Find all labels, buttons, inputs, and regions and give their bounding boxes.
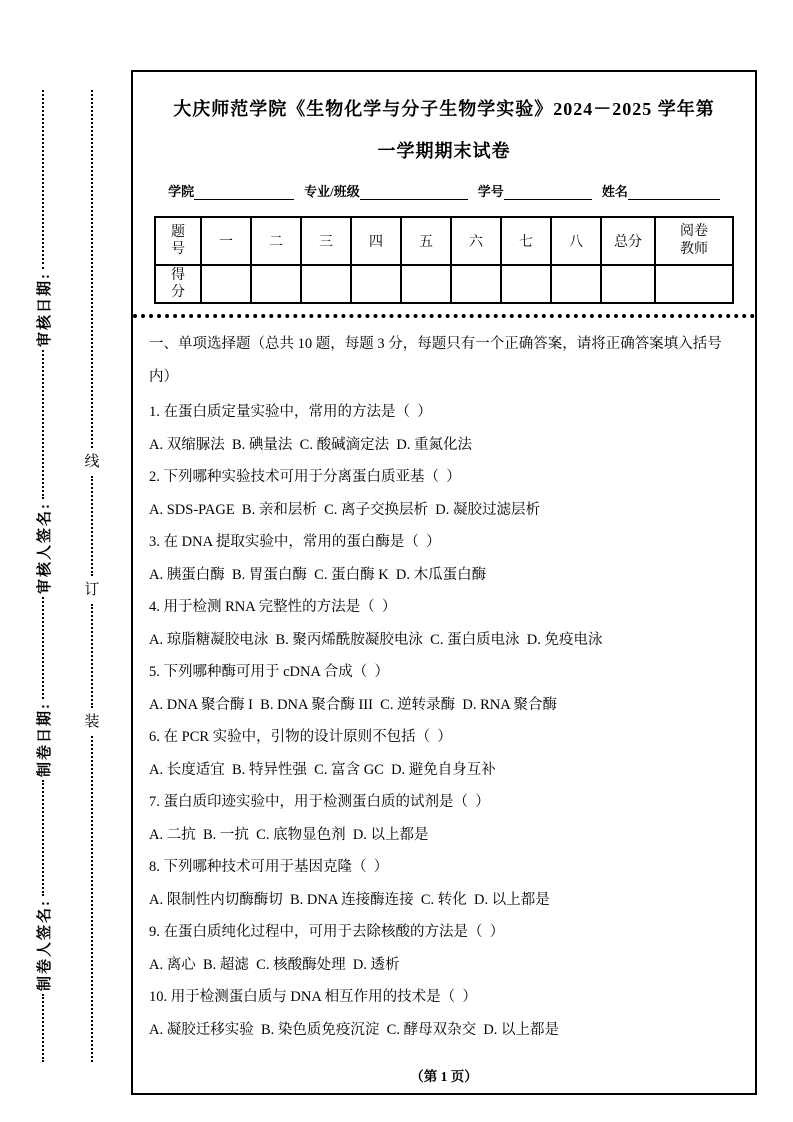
score-cell-7: 七: [501, 217, 551, 265]
question-4-options: A. 琼脂糖凝胶电泳 B. 聚丙烯酰胺凝胶电泳 C. 蛋白质电泳 D. 免疫电泳: [149, 631, 603, 648]
question-2-text: 2. 下列哪种实验技术可用于分离蛋白质亚基（ ）: [149, 469, 461, 485]
major-class-blank: [360, 183, 468, 200]
score-entry-cell: [501, 265, 551, 303]
question-5-text: 5. 下列哪种酶可用于 cDNA 合成（ ）: [149, 664, 390, 680]
name-blank: [628, 183, 720, 200]
major-class-label: 专业/班级: [304, 184, 360, 199]
student-info-line: [149, 178, 739, 200]
score-cell-8: 八: [551, 217, 601, 265]
score-row-label-cell: 得分: [155, 265, 201, 303]
section-heading: 一、单项选择题（总共 10 题，每题 3 分，每题只有一个正确答案，请将正确答案填入括号内）: [149, 336, 722, 385]
question-1-text: 1. 在蛋白质定量实验中，常用的方法是（ ）: [149, 404, 432, 420]
question-2-options: A. SDS-PAGE B. 亲和层析 C. 离子交换层析 D. 凝胶过滤层析: [149, 501, 540, 518]
score-cell-1: 一: [201, 217, 251, 265]
dotted-leader: [91, 604, 93, 708]
exam-title-line1: 大庆师范学院《生物化学与分子生物学实验》2024－2025 学年第: [173, 99, 715, 119]
student-id-label: 学号: [477, 184, 504, 199]
score-entry-cell: [401, 265, 451, 303]
question-3-text: 3. 在 DNA 提取实验中，常用的蛋白酶是（ ）: [149, 534, 441, 550]
dotted-leader: [42, 994, 44, 1062]
score-cell-5: 五: [401, 217, 451, 265]
grader-header-cell: 阅卷教师: [655, 217, 733, 265]
total-score-header-cell: 总分: [601, 217, 655, 265]
dotted-leader: [91, 90, 93, 448]
review-date-label: 审核日期:: [36, 272, 53, 347]
score-table-score-row: [155, 265, 733, 303]
binding-char-zhuang: 装: [84, 714, 100, 730]
question-8-options: A. 限制性内切酶酶切 B. DNA 连接酶连接 C. 转化 D. 以上都是: [149, 891, 550, 908]
score-table: [154, 216, 734, 304]
question-8-text: 8. 下列哪种技术可用于基因克隆（ ）: [149, 859, 389, 875]
score-entry-cell: [655, 265, 733, 303]
score-entry-cell: [601, 265, 655, 303]
reviewer-signature-label: 审核人签名:: [36, 502, 53, 594]
question-7-text: 7. 蛋白质印迹实验中，用于检测蛋白质的试剂是（ ）: [149, 794, 490, 810]
score-cell-6: 六: [451, 217, 501, 265]
dotted-leader: [42, 90, 44, 269]
score-table-header-row: [155, 217, 733, 265]
make-date-label: 制卷日期:: [36, 702, 53, 777]
dotted-leader: [91, 736, 93, 1062]
question-number-header-cell: 题号: [155, 217, 201, 265]
college-blank: [194, 183, 294, 200]
question-6-text: 6. 在 PCR 实验中，引物的设计原则不包括（ ）: [149, 729, 452, 745]
student-id-blank: [504, 183, 592, 200]
binding-line-strip: [80, 90, 104, 1062]
college-label: 学院: [168, 184, 195, 199]
question-list: [149, 396, 739, 1046]
binding-char-ding: 订: [84, 582, 100, 598]
exam-paper: [131, 70, 757, 1095]
dotted-leader: [42, 350, 44, 499]
margin-signature-strip: [22, 90, 64, 1062]
dotted-leader: [42, 597, 44, 699]
score-entry-cell: [351, 265, 401, 303]
name-label: 姓名: [601, 184, 628, 199]
question-6-options: A. 长度适宜 B. 特异性强 C. 富含 GC D. 避免自身互补: [149, 761, 496, 778]
dotted-leader: [42, 780, 44, 896]
question-10-options: A. 凝胶迁移实验 B. 染色质免疫沉淀 C. 酵母双杂交 D. 以上都是: [149, 1021, 560, 1038]
dotted-leader: [91, 476, 93, 576]
score-cell-3: 三: [301, 217, 351, 265]
score-entry-cell: [301, 265, 351, 303]
score-cell-4: 四: [351, 217, 401, 265]
question-5-options: A. DNA 聚合酶 I B. DNA 聚合酶 III C. 逆转录酶 D. RNA 聚合酶: [149, 696, 558, 713]
maker-signature-label: 制卷人签名:: [36, 899, 53, 991]
question-9-options: A. 离心 B. 超滤 C. 核酸酶处理 D. 透析: [149, 956, 400, 973]
score-cell-2: 二: [251, 217, 301, 265]
score-entry-cell: [451, 265, 501, 303]
exam-title-line2: 一学期期末试卷: [377, 141, 511, 161]
question-7-options: A. 二抗 B. 一抗 C. 底物显色剂 D. 以上都是: [149, 826, 429, 843]
question-4-text: 4. 用于检测 RNA 完整性的方法是（ ）: [149, 599, 397, 615]
question-1-options: A. 双缩脲法 B. 碘量法 C. 酸碱滴定法 D. 重氮化法: [149, 436, 473, 453]
question-3-options: A. 胰蛋白酶 B. 胃蛋白酶 C. 蛋白酶 K D. 木瓜蛋白酶: [149, 566, 487, 583]
question-10-text: 10. 用于检测蛋白质与 DNA 相互作用的技术是（ ）: [149, 989, 477, 1005]
score-entry-cell: [201, 265, 251, 303]
score-entry-cell: [551, 265, 601, 303]
score-entry-cell: [251, 265, 301, 303]
dotted-separator: [133, 314, 755, 318]
page-number: （第 1 页）: [410, 1069, 478, 1084]
question-9-text: 9. 在蛋白质纯化过程中，可用于去除核酸的方法是（ ）: [149, 924, 505, 940]
binding-char-xian: 线: [84, 454, 100, 470]
